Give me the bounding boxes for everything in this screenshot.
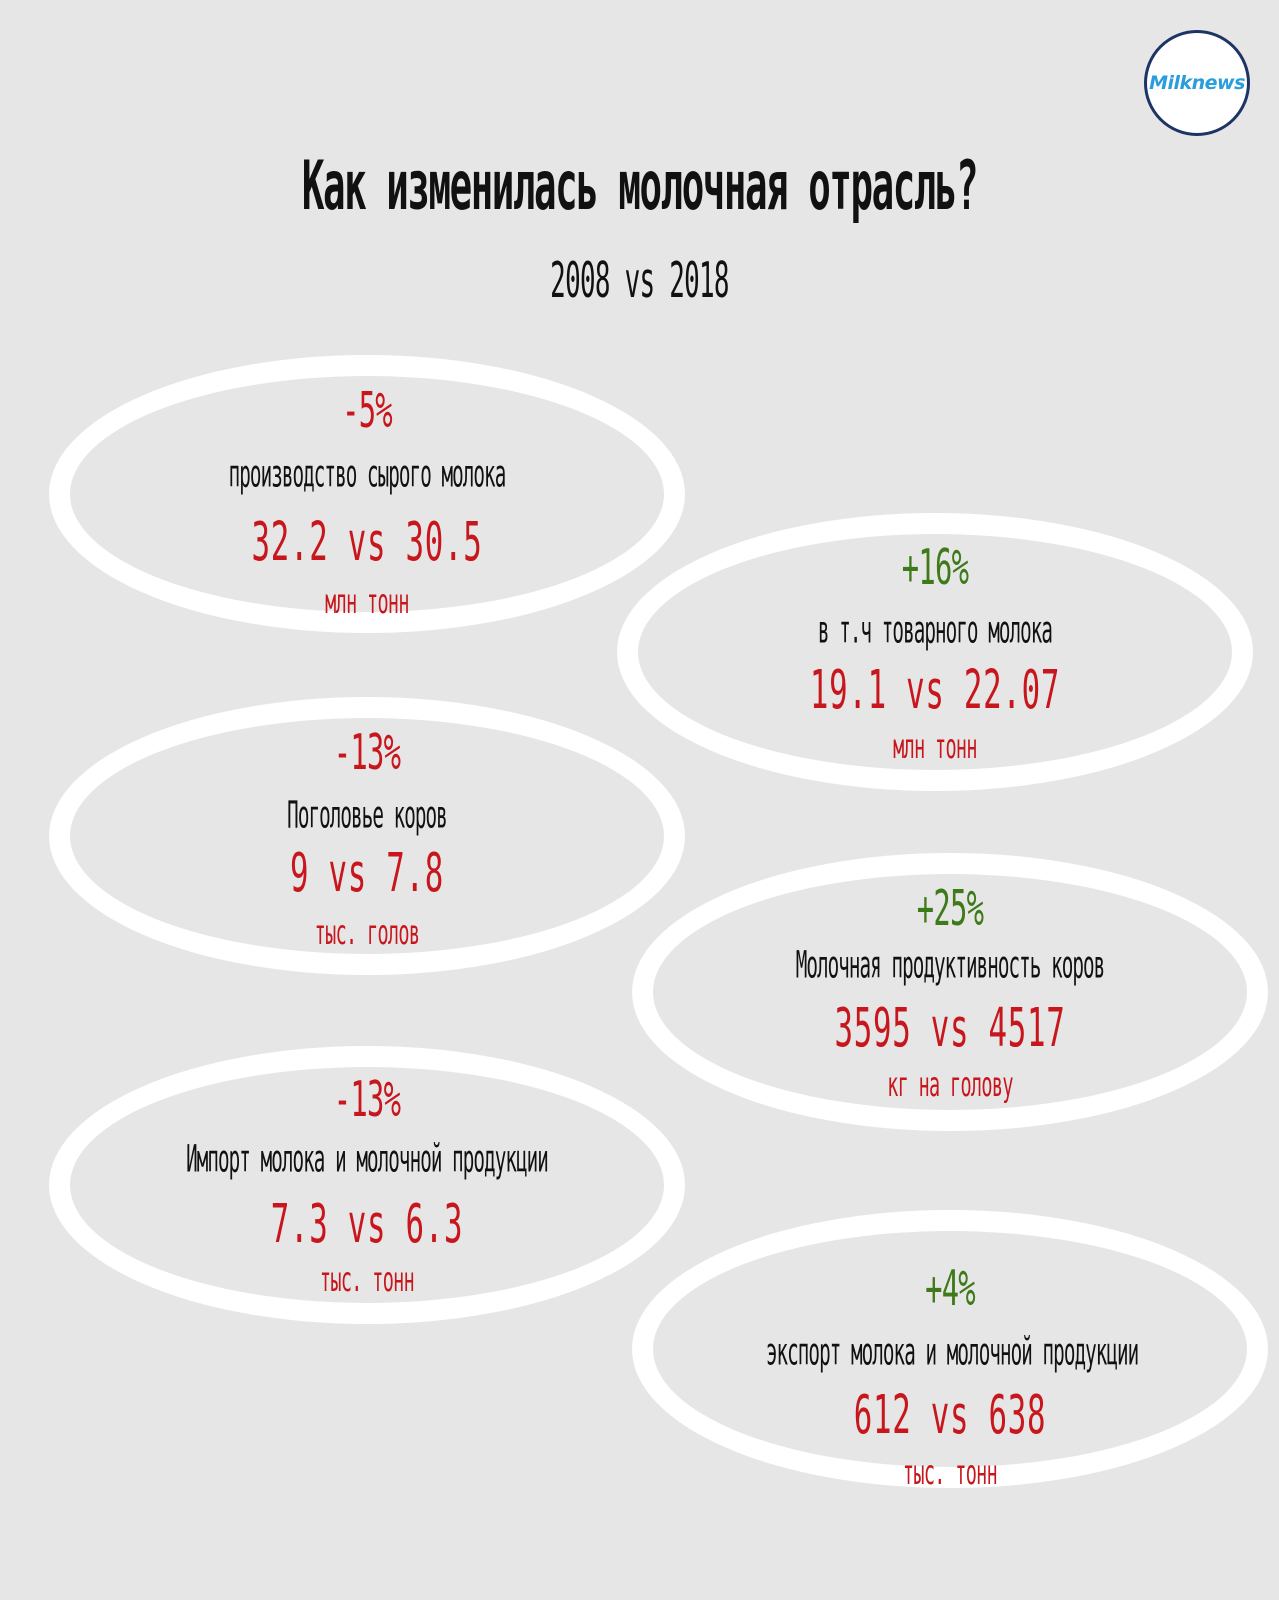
stat-label: Импорт молока и молочной продукции bbox=[186, 1138, 548, 1182]
stat-values: 612 vs 638 bbox=[853, 1384, 1047, 1447]
change-percent: -13% bbox=[333, 725, 401, 782]
stat-values: 32.2 vs 30.5 bbox=[251, 511, 483, 574]
stat-values: 3595 vs 4517 bbox=[834, 997, 1066, 1060]
stat-label: в т.ч товарного молока bbox=[817, 609, 1053, 653]
milknews-logo bbox=[1144, 30, 1250, 136]
stat-card-cow-headcount bbox=[49, 697, 685, 975]
stat-card-milk-productivity bbox=[632, 853, 1268, 1131]
stat-label: экспорт молока и молочной продукции bbox=[765, 1331, 1139, 1375]
stat-label: Поголовье коров bbox=[287, 794, 447, 838]
stat-card-commercial-milk bbox=[617, 513, 1253, 791]
page-title: Как изменилась молочная отрасль? bbox=[301, 148, 978, 226]
stat-unit: тыс. голов bbox=[314, 913, 420, 953]
change-percent: -13% bbox=[333, 1072, 401, 1129]
page-subtitle: 2008 vs 2018 bbox=[550, 254, 729, 310]
logo-text: Milknews bbox=[1149, 72, 1245, 94]
stat-card-imports bbox=[49, 1046, 685, 1324]
change-percent: -5% bbox=[342, 383, 392, 440]
stat-unit: тыс. тонн bbox=[319, 1260, 415, 1300]
stat-unit: млн тонн bbox=[893, 727, 977, 767]
stat-values: 7.3 vs 6.3 bbox=[270, 1193, 464, 1256]
stat-card-exports bbox=[632, 1210, 1268, 1493]
stat-unit: кг на голову bbox=[887, 1065, 1013, 1105]
stat-label: производство сырого молока bbox=[228, 453, 506, 497]
change-percent: +25% bbox=[916, 881, 984, 938]
stat-unit: млн тонн bbox=[325, 582, 409, 622]
stat-card-raw-milk bbox=[49, 355, 685, 633]
stat-label: Молочная продуктивность коров bbox=[795, 944, 1105, 988]
change-percent: +4% bbox=[925, 1261, 975, 1318]
stat-values: 9 vs 7.8 bbox=[290, 842, 444, 905]
change-percent: +16% bbox=[901, 540, 969, 597]
stat-unit: тыс. тонн bbox=[902, 1453, 998, 1493]
stat-values: 19.1 vs 22.07 bbox=[809, 659, 1061, 722]
